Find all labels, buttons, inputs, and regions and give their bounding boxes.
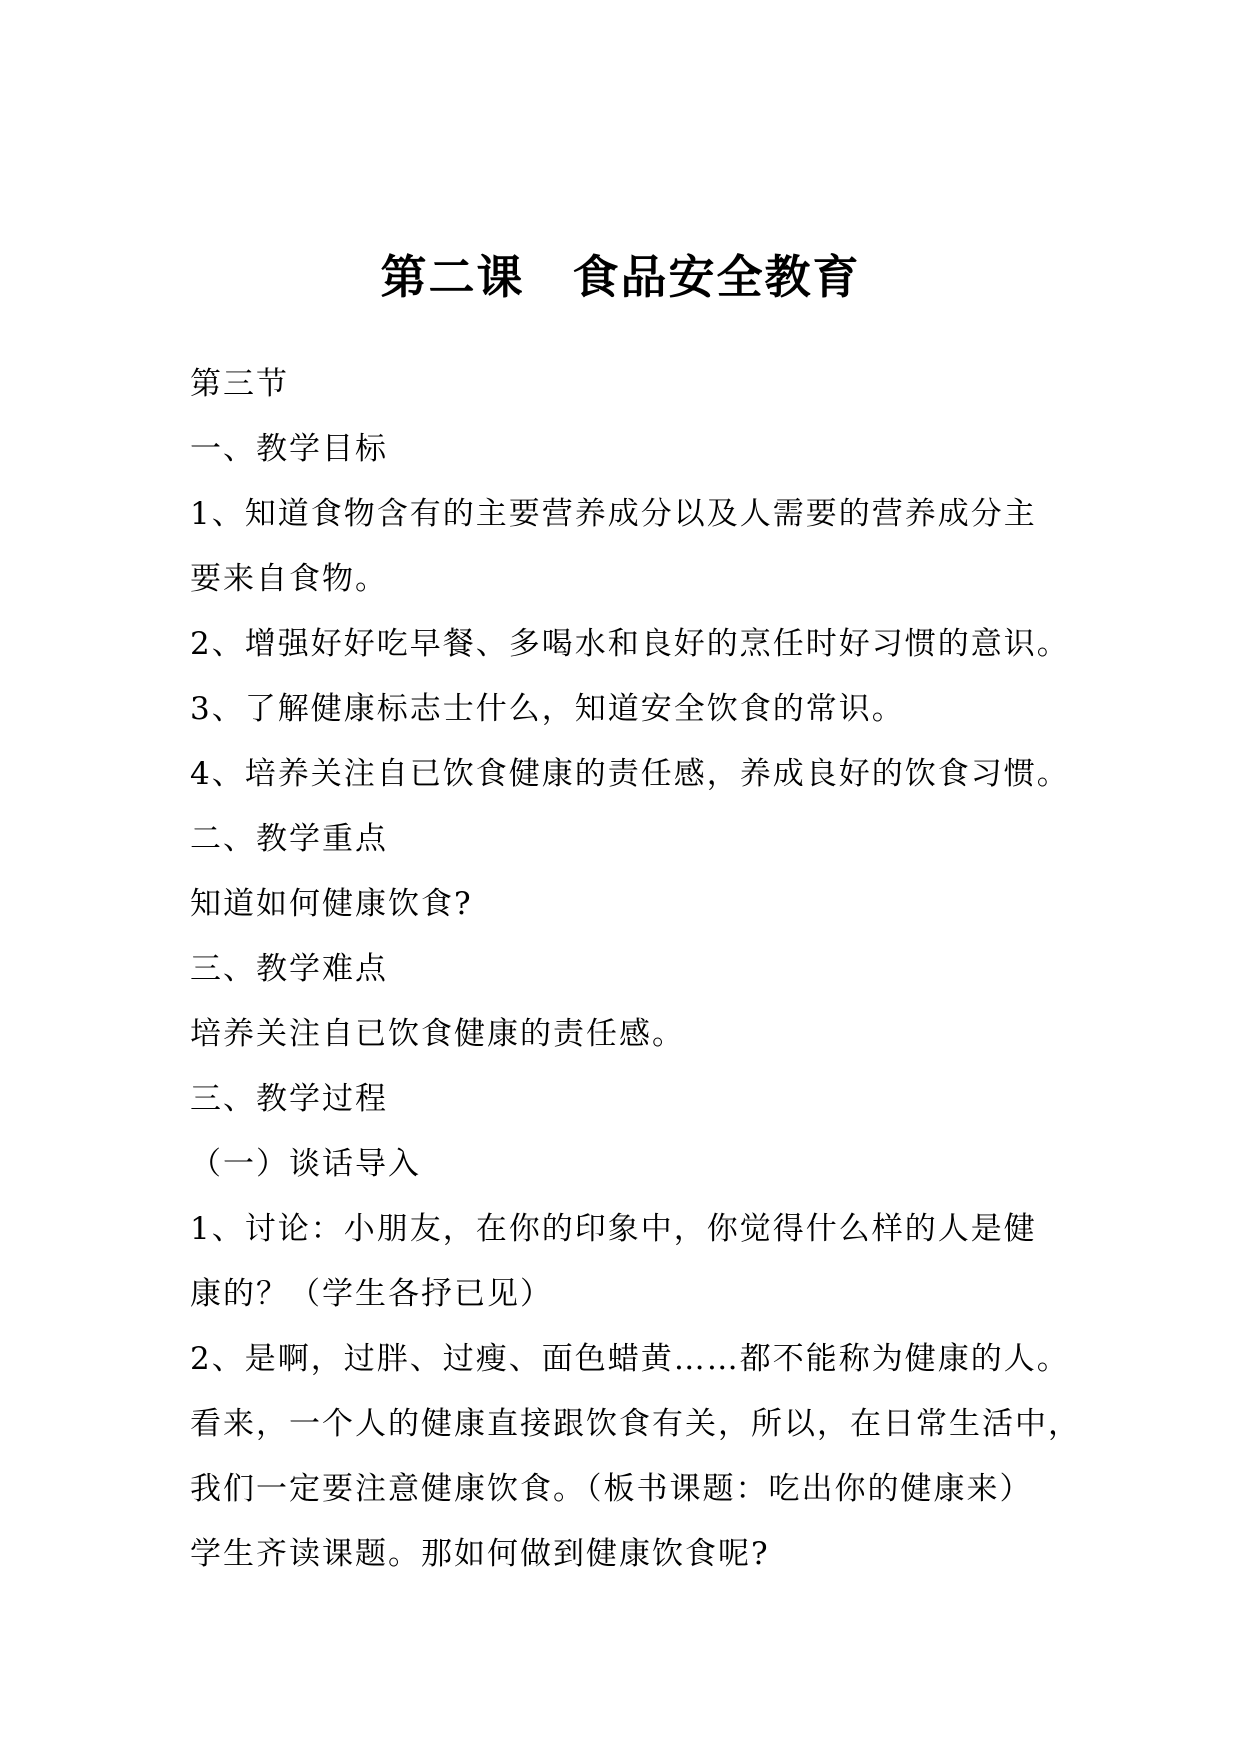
heading-teaching-process: 三、教学过程 (190, 1081, 388, 1117)
discussion-line-1: 1、讨论：小朋友，在你的印象中，你觉得什么样的人是健 (190, 1211, 1037, 1247)
page-title: 第二课 食品安全教育 (380, 249, 861, 304)
subheading-introduction: （一）谈话导入 (190, 1146, 421, 1182)
document-body (190, 352, 1081, 1587)
goal-2: 2、增强好好吃早餐、多喝水和良好的烹任时好习惯的意识。 (190, 626, 1070, 662)
key-point-text: 知道如何健康饮食? (190, 886, 473, 922)
heading-difficulties: 三、教学难点 (190, 951, 388, 987)
heading-teaching-goals: 一、教学目标 (190, 431, 388, 467)
paragraph-line-2: 看来，一个人的健康直接跟饮食有关，所以，在日常生活中， (190, 1406, 1081, 1442)
goal-1-line-2: 要来自食物。 (190, 561, 388, 597)
heading-key-points: 二、教学重点 (190, 821, 388, 857)
section-label: 第三节 (190, 366, 289, 402)
paragraph-line-3: 我们一定要注意健康饮食。（板书课题：吃出你的健康来） (190, 1471, 1033, 1507)
difficulty-text: 培养关注自已饮食健康的责任感。 (190, 1016, 685, 1052)
goal-4: 4、培养关注自已饮食健康的责任感，养成良好的饮食习惯。 (190, 756, 1070, 792)
paragraph-line-4: 学生齐读课题。那如何做到健康饮食呢? (190, 1536, 770, 1572)
discussion-line-2: 康的？（学生各抒已见） (190, 1276, 553, 1312)
goal-3: 3、了解健康标志士什么，知道安全饮食的常识。 (190, 691, 905, 727)
paragraph-line-1: 2、是啊，过胖、过瘦、面色蜡黄……都不能称为健康的人。 (190, 1341, 1070, 1377)
goal-1-line-1: 1、知道食物含有的主要营养成分以及人需要的营养成分主 (190, 496, 1037, 532)
